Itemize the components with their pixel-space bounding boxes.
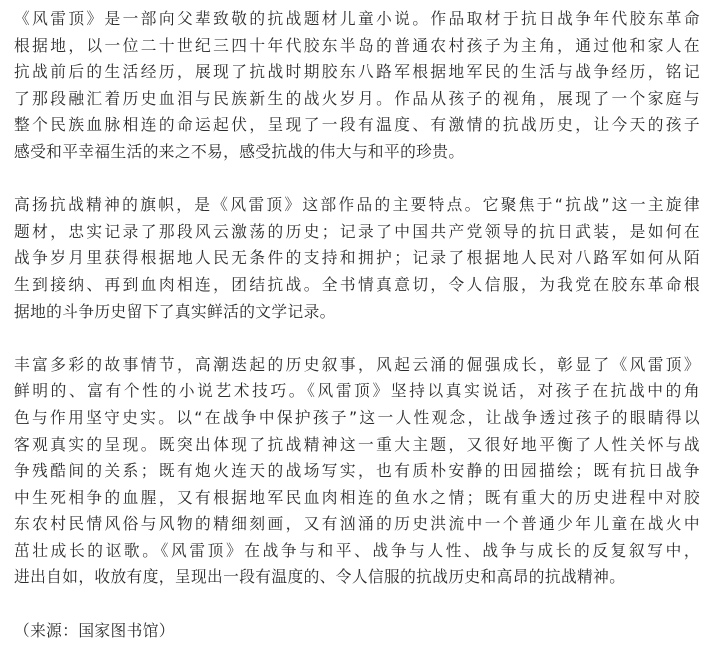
paragraph-line: 丰富多彩的故事情节，高潮迭起的历史叙事，风起云涌的倔强成长，彰显了《风雷顶》 [14, 354, 700, 374]
article-paragraph-3 [14, 352, 700, 591]
paragraph-line: 整个民族血脉相连的命运起伏，呈现了一段有温度、有激情的抗战历史，让今天的孩子 [14, 115, 700, 135]
paragraph-line: 鲜明的、富有个性的小说艺术技巧。《风雷顶》坚持以真实说话，对孩子在抗战中的角 [14, 381, 700, 401]
paragraph-line: 了那段融汇着历史血泪与民族新生的战火岁月。作品从孩子的视角，展现了一个家庭与 [14, 88, 700, 108]
source-credit: （来源：国家图书馆） [14, 620, 175, 640]
paragraph-line: 客观真实的呈现。既突出体现了抗战精神这一重大主题，又很好地平衡了人性关怀与战 [14, 434, 700, 454]
paragraph-line: 茁壮成长的讴歌。《风雷顶》在战争与和平、战争与人性、战争与成长的反复叙写中， [14, 540, 700, 560]
paragraph-line: 中生死相争的血腥，又有根据地军民血肉相连的鱼水之情；既有重大的历史进程中对胶 [14, 487, 700, 507]
paragraph-line: 《风雷顶》是一部向父辈致敬的抗战题材儿童小说。作品取材于抗日战争年代胶东革命 [14, 9, 700, 28]
paragraph-line: 东农村民情风俗与风物的精细刻画，又有汹涌的历史洪流中一个普通少年儿童在战火中 [14, 514, 700, 534]
paragraph-line: 战争岁月里获得根据地人民无条件的支持和拥护；记录了根据地人民对八路军如何从陌 [14, 248, 700, 268]
paragraph-line: 争残酷间的关系；既有炮火连天的战场写实，也有质朴安静的田园描绘；既有抗日战争 [14, 461, 700, 481]
paragraph-line: 生到接纳、再到血肉相连，团结抗战。全书情真意切，令人信服，为我党在胶东革命根 [14, 274, 700, 294]
article-paragraph-1 [14, 6, 700, 166]
paragraph-line: 感受和平幸福生活的来之不易，感受抗战的伟大与和平的珍贵。 [14, 141, 465, 161]
paragraph-line: 抗战前后的生活经历，展现了抗战时期胶东八路军根据地军民的生活与战争经历，铭记 [14, 62, 700, 82]
paragraph-line: 根据地，以一位二十世纪三四十年代胶东半岛的普通农村孩子为主角，通过他和家人在 [14, 35, 700, 55]
paragraph-line: 进出自如，收放有度，呈现出一段有温度的、令人信服的抗战历史和高昂的抗战精神。 [14, 567, 626, 587]
paragraph-line: 色与作用坚守史实。以“在战争中保护孩子”这一人性观念，让战争透过孩子的眼睛得以 [14, 407, 700, 427]
paragraph-line: 题材，忠实记录了那段风云激荡的历史；记录了中国共产党领导的抗日武装，是如何在 [14, 221, 700, 241]
paragraph-line: 高扬抗战精神的旗帜，是《风雷顶》这部作品的主要特点。它聚焦于“抗战”这一主旋律 [14, 195, 700, 215]
paragraph-line: 据地的斗争历史留下了真实鲜活的文学记录。 [14, 301, 336, 321]
article-paragraph-2 [14, 192, 700, 325]
article-body [14, 6, 700, 644]
